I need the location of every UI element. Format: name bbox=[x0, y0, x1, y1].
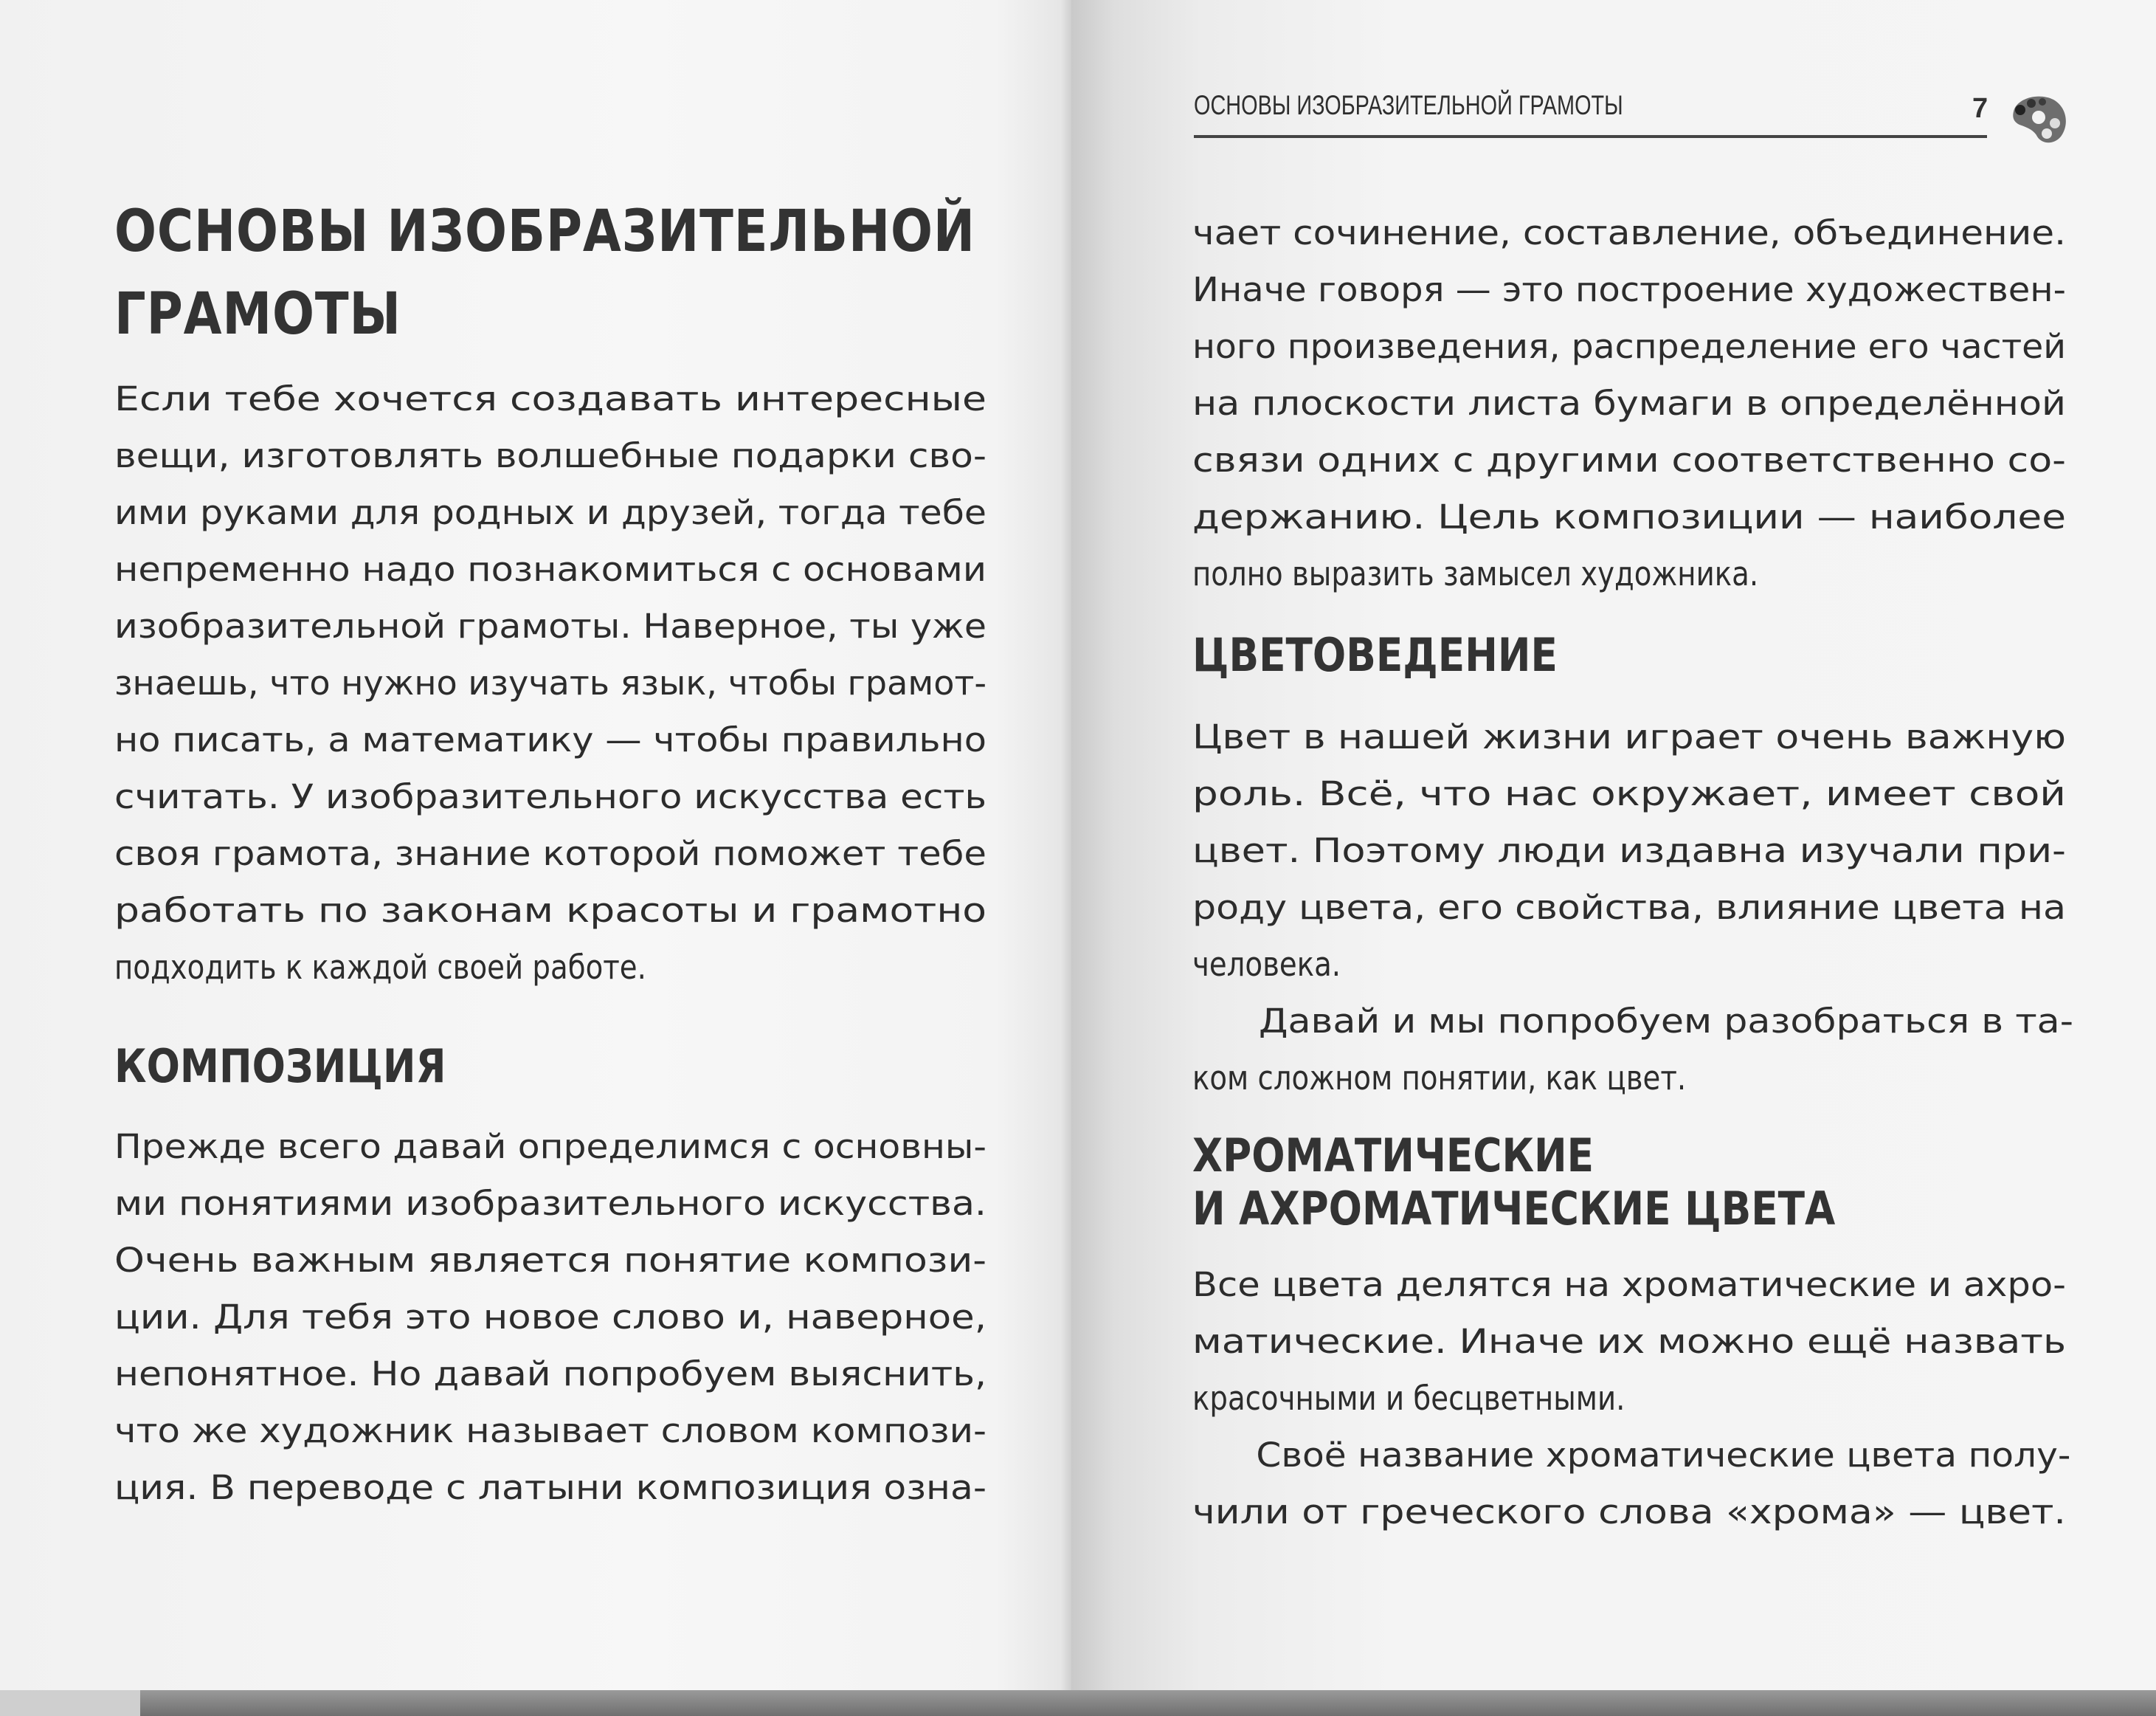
text-line: ми понятиями изобразительного искусства. bbox=[114, 1184, 987, 1223]
text-line: матические. Иначе их можно ещё назвать bbox=[1192, 1322, 2066, 1361]
section-heading-line: И АХРОМАТИЧЕСКИЕ ЦВЕТА bbox=[1192, 1182, 1836, 1236]
text-line: Иначе говоря — это построение художествен- bbox=[1192, 270, 2066, 309]
section-heading-composition bbox=[114, 1037, 987, 1096]
text-line: чает сочинение, составление, объединение. bbox=[1192, 213, 2066, 252]
chapter-title-line: ОСНОВЫ ИЗОБРАЗИТЕЛЬНОЙ bbox=[114, 199, 975, 265]
text-line: ции. Для тебя это новое слово и, наверное, bbox=[114, 1298, 987, 1337]
text-line: работать по законам красоты и грамотно bbox=[114, 891, 987, 930]
text-line: цвет. Поэтому люди издавна изучали при- bbox=[1192, 831, 2066, 870]
text-line: своя грамота, знание которой поможет тебе bbox=[114, 834, 987, 873]
text-line: ного произведения, распределение его частей bbox=[1192, 327, 2066, 366]
text-line: красочными и бесцветными. bbox=[1192, 1379, 1625, 1418]
text-line: вещи, изготовлять волшебные подарки сво- bbox=[114, 436, 987, 475]
section-heading-line: ХРОМАТИЧЕСКИЕ bbox=[1192, 1129, 1594, 1182]
chromatic-paragraph bbox=[1192, 1256, 2071, 1540]
text-line: Все цвета делятся на хроматические и ахро- bbox=[1192, 1265, 2066, 1304]
page-number: 7 bbox=[1972, 93, 1989, 124]
text-line: но писать, а математику — чтобы правильно bbox=[114, 720, 987, 759]
text-line: что же художник называет словом компози- bbox=[114, 1411, 987, 1450]
text-line: ими руками для родных и друзей, тогда тебе bbox=[114, 493, 987, 532]
text-line: непременно надо познакомиться с основами bbox=[114, 550, 987, 589]
text-line: человека. bbox=[1192, 945, 1341, 984]
text-line: связи одних с другими соответственно со- bbox=[1192, 441, 2066, 480]
text-line: изобразительной грамоты. Наверное, ты уже bbox=[114, 607, 987, 646]
text-line: Если тебе хочется создавать интересные bbox=[114, 379, 987, 418]
text-line: Цвет в нашей жизни играет очень важную bbox=[1192, 717, 2066, 757]
text-line: считать. У изобразительного искусства есть bbox=[114, 777, 987, 816]
section-heading-color-science bbox=[1192, 626, 2066, 685]
color-paragraph bbox=[1192, 709, 2073, 1106]
intro-paragraph bbox=[114, 371, 987, 996]
text-line: роду цвета, его свойства, влияние цвета на bbox=[1192, 888, 2066, 927]
book-bottom-edge bbox=[0, 1690, 2156, 1716]
running-header-title: ОСНОВЫ ИЗОБРАЗИТЕЛЬНОЙ ГРАМОТЫ bbox=[1194, 90, 1623, 120]
text-line: Очень важным является понятие компози- bbox=[114, 1241, 987, 1280]
text-line: чили от греческого слова «хрома» — цвет. bbox=[1192, 1492, 2066, 1531]
text-line: держанию. Цель композиции — наиболее bbox=[1192, 497, 2066, 537]
section-heading: КОМПОЗИЦИЯ bbox=[114, 1039, 446, 1093]
section-heading: ЦВЕТОВЕДЕНИЕ bbox=[1192, 628, 1558, 682]
text-line: Давай и мы попробуем разобраться в та- bbox=[1258, 1002, 2073, 1041]
text-line: полно выразить замысел художника. bbox=[1192, 554, 1759, 593]
text-line: ция. В переводе с латыни композиция озна- bbox=[114, 1468, 987, 1507]
section-heading-chromatic bbox=[1192, 1129, 2066, 1236]
chapter-title-line: ГРАМОТЫ bbox=[114, 281, 401, 348]
text-line: на плоскости листа бумаги в определённой bbox=[1192, 384, 2066, 423]
palette-icon bbox=[2009, 92, 2070, 145]
text-line: роль. Всё, что нас окружает, имеет свой bbox=[1192, 774, 2066, 813]
composition-paragraph bbox=[114, 1118, 987, 1516]
text-line: Своё название хроматические цвета полу- bbox=[1256, 1436, 2071, 1475]
composition-continuation bbox=[1192, 204, 2066, 602]
text-line: непонятное. Но давай попробуем выяснить, bbox=[114, 1354, 987, 1393]
text-line: Прежде всего давай определимся с основны- bbox=[114, 1127, 987, 1166]
text-line: ком сложном понятии, как цвет. bbox=[1192, 1058, 1687, 1098]
running-header-rule bbox=[1194, 135, 1987, 138]
text-line: знаешь, что нужно изучать язык, чтобы грамот- bbox=[114, 664, 987, 703]
text-line: подходить к каждой своей работе. bbox=[114, 948, 646, 987]
chapter-title bbox=[114, 190, 987, 356]
